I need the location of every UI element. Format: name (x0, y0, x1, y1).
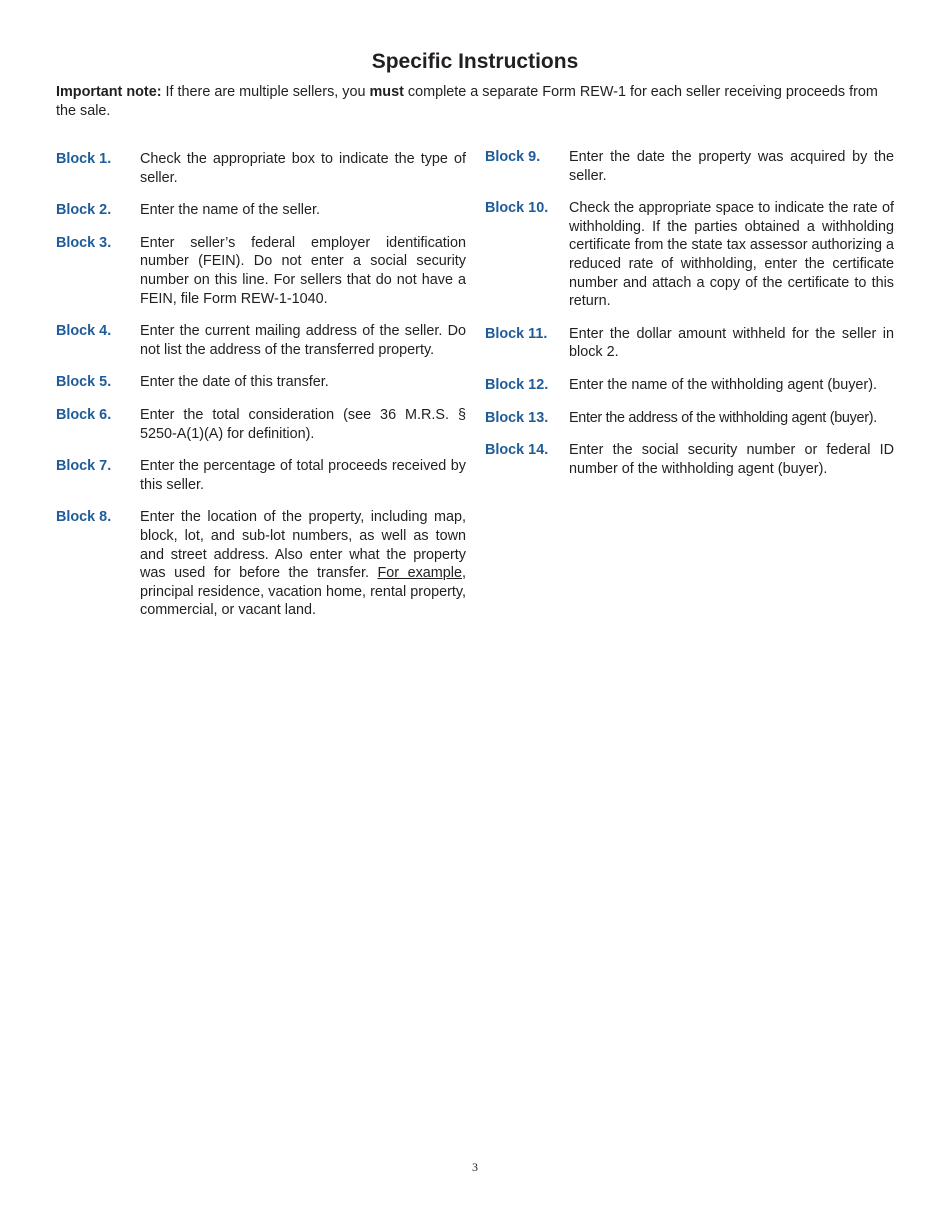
block-label: Block 13. (485, 409, 549, 426)
block-11 (485, 325, 894, 362)
block-text: Enter the name of the seller. (140, 202, 320, 219)
block-text: Check the appropriate box to indicate the type of seller. (140, 151, 466, 186)
block-label: Block 10. (485, 200, 549, 217)
block-9 (485, 148, 894, 185)
block-10 (485, 199, 894, 311)
block-label: Block 4. (56, 323, 112, 340)
block-text: Enter seller’s federal employer identification number (FEIN). Do not enter a social security number on this line. For sellers that do not have a FEIN, file Form REW-1-1040. (140, 234, 466, 307)
block-label: Block 2. (56, 202, 112, 219)
block-3 (56, 234, 466, 308)
left-column (56, 150, 466, 634)
block-label: Block 5. (56, 374, 112, 391)
block-1 (56, 150, 466, 187)
page-number: 3 (472, 1160, 478, 1174)
block-12 (485, 376, 894, 395)
block-14 (485, 441, 894, 478)
block-8-text-before: Enter the location of the property, including map, block, lot, and sub-lot numbers, as well as town and street address. Also enter what the property was used for before the transfer. (140, 509, 466, 582)
block-text (140, 508, 466, 620)
block-text: Enter the social security number or federal ID number of the withholding agent (buyer). (569, 442, 894, 477)
block-2 (56, 201, 466, 220)
block-text: Check the appropriate space to indicate the rate of withholding. If the parties obtained a withholding certificate from the state tax assessor authorizing a reduced rate of withholding, enter the certificate number and attach a copy of the certificate to this return. (569, 200, 894, 310)
block-label: Block 12. (485, 376, 549, 393)
block-text: Enter the address of the withholding agent (buyer). (569, 409, 877, 426)
block-label: Block 7. (56, 458, 112, 475)
note-label: Important note: (56, 84, 162, 100)
block-label: Block 11. (485, 325, 548, 342)
block-13 (485, 409, 894, 428)
block-label: Block 8. (56, 509, 112, 526)
block-text: Enter the name of the withholding agent (buyer). (569, 376, 877, 393)
block-6 (56, 406, 466, 443)
block-text: Enter the total consideration (see 36 M.R.S. § 5250-A(1)(A) for definition). (140, 406, 466, 442)
block-label: Block 6. (56, 406, 112, 423)
block-label: Block 1. (56, 151, 112, 167)
block-7 (56, 457, 466, 494)
note-text-after: complete a separate Form REW-1 for each seller receiving proceeds from the sale. (56, 84, 878, 119)
block-8-text-after: , principal residence, vacation home, rental property, commercial, or vacant land. (140, 565, 466, 619)
block-4 (56, 322, 466, 359)
block-text: Enter the current mailing address of the seller. Do not list the address of the transferred property. (140, 323, 466, 358)
note-text-before: If there are multiple sellers, you (161, 84, 370, 100)
block-text: Enter the dollar amount withheld for the seller in block 2. (569, 325, 894, 361)
block-5 (56, 373, 466, 392)
block-text: Enter the date of this transfer. (140, 374, 329, 391)
important-note (56, 83, 898, 120)
block-label: Block 14. (485, 442, 549, 459)
block-label: Block 3. (56, 234, 112, 251)
for-example-underlined: For example (377, 565, 462, 582)
block-text: Enter the date the property was acquired by the seller. (569, 149, 894, 184)
note-emphasis: must (369, 84, 404, 100)
block-text: Enter the percentage of total proceeds received by this seller. (140, 458, 466, 493)
block-8 (56, 508, 466, 620)
page-title: Specific Instructions (371, 50, 579, 73)
block-label: Block 9. (485, 149, 541, 165)
right-column (485, 148, 894, 492)
